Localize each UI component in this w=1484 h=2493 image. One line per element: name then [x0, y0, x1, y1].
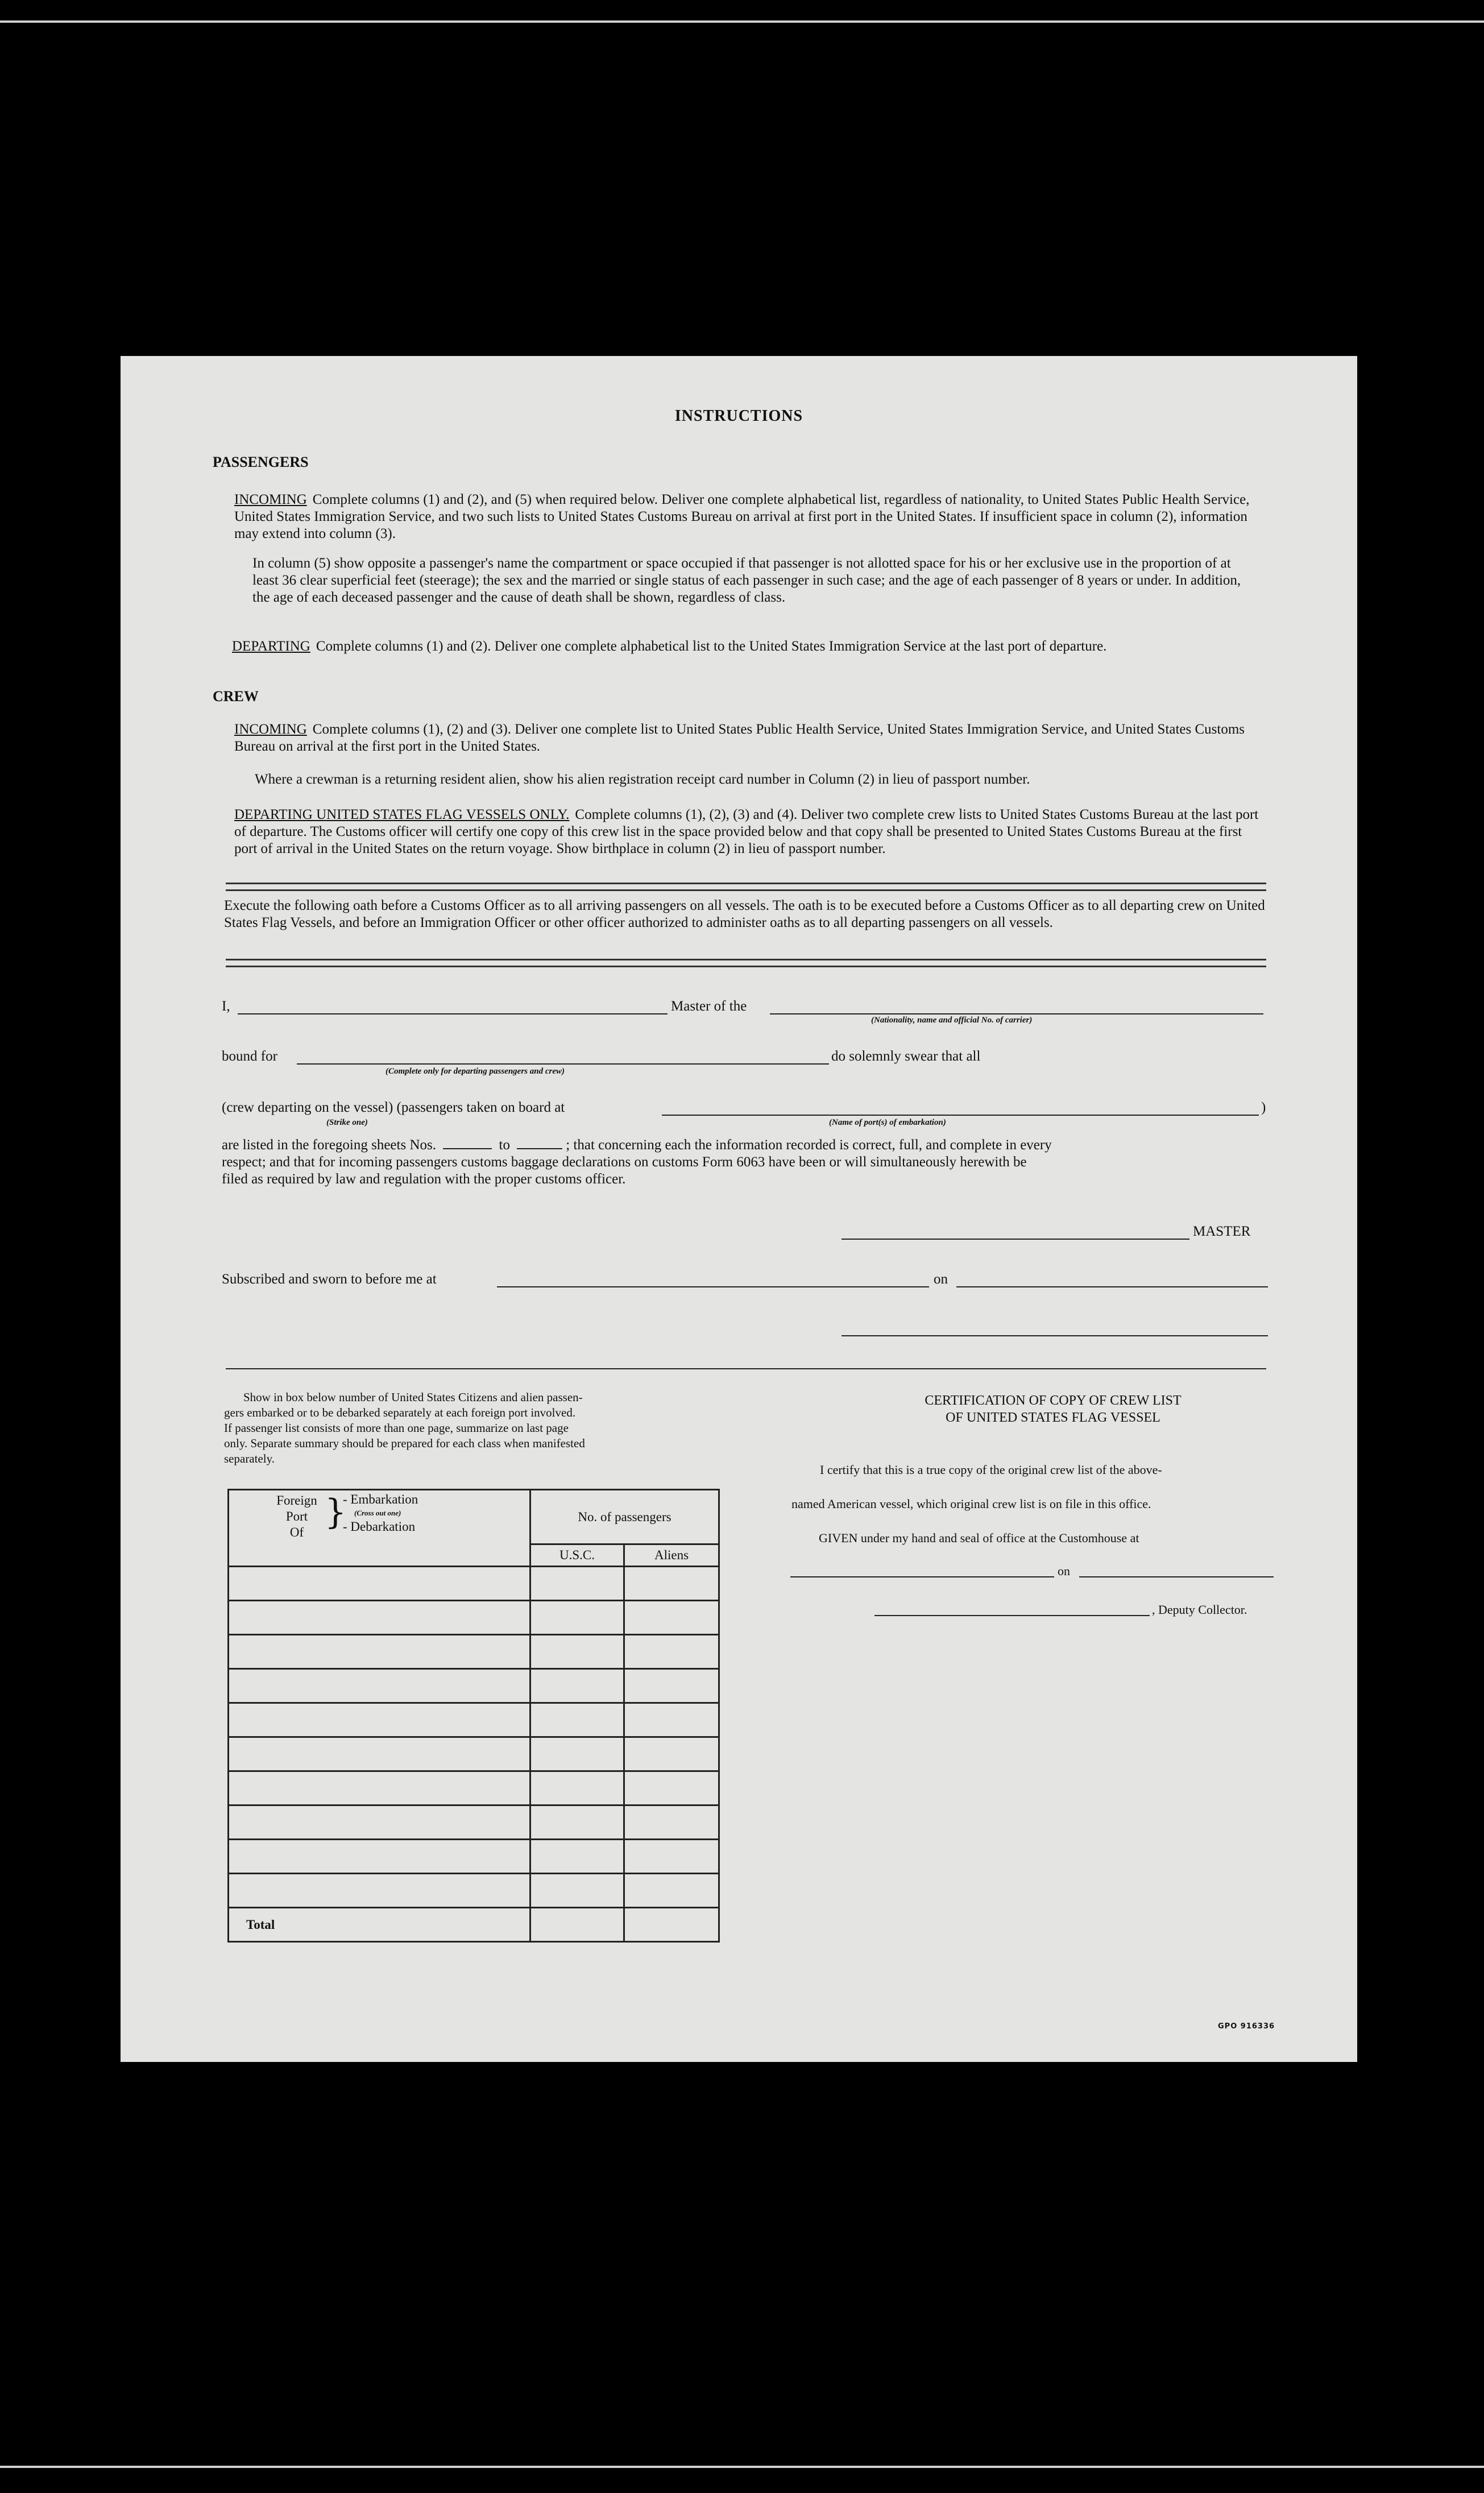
- strike-caption: (Strike one): [326, 1118, 368, 1127]
- port-header-cell: [229, 1490, 530, 1567]
- port-cell[interactable]: [229, 1737, 530, 1771]
- port-cell[interactable]: [229, 1669, 530, 1703]
- customhouse-field[interactable]: [790, 1576, 1054, 1577]
- table-row: [229, 1635, 719, 1669]
- usc-cell[interactable]: [530, 1771, 624, 1805]
- subscribed-label: Subscribed and sworn to before me at: [222, 1272, 437, 1287]
- aliens-cell[interactable]: [624, 1635, 719, 1669]
- listed-suffix: ; that concerning each the information recorded is correct, full, and complete in every: [566, 1137, 1052, 1153]
- listed-sheets-line: [222, 1137, 1052, 1153]
- passengers-column5-paragraph: In column (5) show opposite a passenger's name the compartment or space occupied if that passenger is not allotted space for his or her exclusive use in the proportion of at least 36 clear superficial feet (steerage); the sex and the married or single status of each passenger in such case; and the age of each passenger of 8 years or under. In addition, the age of each deceased passenger and the cause of death shall be shown, regardless of class.: [252, 556, 1241, 605]
- port-cell[interactable]: [229, 1635, 530, 1669]
- sworn-on-label: on: [934, 1272, 948, 1287]
- passengers-incoming-text: Complete columns (1) and (2), and (5) when required below. Deliver one complete alphabetical list, regardless of nationality, to United States Public Health Service, United States Immigration Service, and two such lists to United States Customs Bureau on arrival at first port in the United States. If insufficient space in column (2), information may extend into column (3).: [234, 492, 1250, 541]
- bound-for-label: bound for: [222, 1049, 277, 1064]
- no-passengers-header: No. of passengers: [530, 1490, 719, 1544]
- summary-header-row: [229, 1490, 719, 1544]
- aliens-header: Aliens: [624, 1544, 719, 1567]
- aliens-cell[interactable]: [624, 1874, 719, 1908]
- aliens-cell[interactable]: [624, 1601, 719, 1635]
- oath-i-label: I,: [222, 999, 230, 1014]
- listed-line-2: respect; and that for incoming passengers customs baggage declarations on customs Form 6063 have been or will simultaneously herewith be: [222, 1154, 1027, 1170]
- aliens-cell[interactable]: [624, 1737, 719, 1771]
- port-cell[interactable]: [229, 1601, 530, 1635]
- deputy-collector-label: , Deputy Collector.: [1152, 1602, 1247, 1617]
- table-row: [229, 1874, 719, 1908]
- bound-for-field[interactable]: [297, 1063, 829, 1065]
- page-title: INSTRUCTIONS: [674, 407, 803, 425]
- master-label: MASTER: [1193, 1224, 1251, 1239]
- gpo-code: GPO 916336: [1218, 2022, 1275, 2031]
- cert-on-label: on: [1058, 1564, 1070, 1578]
- crew-departing-lead: DEPARTING UNITED STATES FLAG VESSELS ONLY.: [234, 807, 570, 822]
- to-label: to: [499, 1137, 510, 1153]
- port-cell[interactable]: [229, 1805, 530, 1840]
- aliens-cell[interactable]: [624, 1567, 719, 1601]
- sheet-from-field[interactable]: [443, 1138, 492, 1149]
- divider-double-2: [226, 959, 1266, 967]
- debarkation-label: - Debarkation: [343, 1519, 416, 1534]
- port-cell[interactable]: [229, 1840, 530, 1874]
- close-paren: ): [1261, 1100, 1266, 1115]
- summary-text-4: only. Separate summary should be prepared for each class when manifested: [224, 1436, 585, 1450]
- port-label: Port: [285, 1509, 308, 1523]
- usc-cell[interactable]: [530, 1703, 624, 1737]
- total-row: [229, 1908, 719, 1942]
- listed-prefix: are listed in the foregoing sheets Nos.: [222, 1137, 436, 1153]
- crew-departing-paragraph: [234, 806, 1263, 858]
- usc-cell[interactable]: [530, 1669, 624, 1703]
- embarkation-ports-field[interactable]: [662, 1115, 1259, 1116]
- aliens-cell[interactable]: [624, 1669, 719, 1703]
- master-name-field[interactable]: [238, 1013, 668, 1014]
- sworn-location-field[interactable]: [497, 1286, 929, 1287]
- film-edge-bottom: [0, 2466, 1484, 2468]
- summary-instructions: [224, 1390, 793, 1467]
- table-row: [229, 1840, 719, 1874]
- brace-icon: }: [325, 1492, 347, 1532]
- crew-departing-label: (crew departing on the vessel) (passengers taken on board at: [222, 1100, 565, 1115]
- bound-for-caption: (Complete only for departing passengers and crew): [385, 1067, 565, 1076]
- aliens-cell[interactable]: [624, 1805, 719, 1840]
- certify-line-1: I certify that this is a true copy of the original crew list of the above-: [820, 1463, 1162, 1477]
- crew-incoming-paragraph: [234, 721, 1263, 755]
- port-cell[interactable]: [229, 1874, 530, 1908]
- crew-departing-text: Complete columns (1), (2), (3) and (4). Deliver two complete crew lists to United States Customs Bureau at the last port of departure. The Customs officer will certify one copy of this crew list in the space provided below and that copy shall be presented to United States Customs Bureau at the first port of arrival in the United States on the return voyage. Show birthplace in column (2) in lieu of passport number.: [234, 807, 1259, 856]
- form-page: [121, 356, 1357, 2062]
- certification-title: [803, 1392, 1303, 1426]
- certification-title-1: CERTIFICATION OF COPY OF CREW LIST: [925, 1393, 1182, 1408]
- port-cell[interactable]: [229, 1771, 530, 1805]
- summary-text-2: gers embarked or to be debarked separately at each foreign port involved.: [224, 1406, 576, 1419]
- deputy-signature-field[interactable]: [874, 1615, 1150, 1616]
- total-aliens-cell[interactable]: [624, 1908, 719, 1942]
- passenger-summary-table: [227, 1489, 720, 1943]
- usc-cell[interactable]: [530, 1635, 624, 1669]
- divider-double-1: [226, 883, 1266, 891]
- certification-title-2: OF UNITED STATES FLAG VESSEL: [946, 1410, 1160, 1425]
- summary-text-5: separately.: [224, 1452, 275, 1465]
- swear-label: do solemnly swear that all: [831, 1049, 981, 1064]
- usc-header: U.S.C.: [530, 1544, 624, 1567]
- port-cell[interactable]: [229, 1703, 530, 1737]
- cert-date-field[interactable]: [1079, 1576, 1274, 1577]
- passengers-incoming-paragraph: [234, 491, 1258, 543]
- crew-heading: CREW: [213, 688, 259, 705]
- usc-cell[interactable]: [530, 1840, 624, 1874]
- foreign-label: Foreign: [276, 1493, 317, 1508]
- summary-text-3: If passenger list consists of more than one page, summarize on last page: [224, 1421, 569, 1435]
- of-label: Of: [289, 1525, 304, 1539]
- table-row: [229, 1669, 719, 1703]
- carrier-caption: (Nationality, name and official No. of carrier): [871, 1016, 1033, 1025]
- master-of-the-label: Master of the: [671, 999, 747, 1014]
- usc-cell[interactable]: [530, 1567, 624, 1601]
- given-line: GIVEN under my hand and seal of office at the Customhouse at: [819, 1531, 1139, 1545]
- cross-out-caption: (Cross out one): [354, 1509, 401, 1517]
- carrier-field[interactable]: [770, 1013, 1263, 1014]
- table-row: [229, 1703, 719, 1737]
- embarkation-label: - Embarkation: [343, 1492, 418, 1506]
- listed-line-3: filed as required by law and regulation with the proper customs officer.: [222, 1171, 626, 1187]
- usc-cell[interactable]: [530, 1601, 624, 1635]
- table-row: [229, 1601, 719, 1635]
- sworn-date-field[interactable]: [956, 1286, 1268, 1287]
- table-row: [229, 1805, 719, 1840]
- aliens-cell[interactable]: [624, 1771, 719, 1805]
- usc-cell[interactable]: [530, 1737, 624, 1771]
- film-edge-top: [0, 20, 1484, 23]
- ports-caption: (Name of port(s) of embarkation): [829, 1118, 946, 1127]
- total-label: Total: [229, 1908, 530, 1942]
- usc-cell[interactable]: [530, 1805, 624, 1840]
- passengers-departing-text: Complete columns (1) and (2). Deliver one complete alphabetical list to the United States Immigration Service at the last port of departure.: [316, 639, 1107, 654]
- port-cell[interactable]: [229, 1567, 530, 1601]
- usc-cell[interactable]: [530, 1874, 624, 1908]
- table-row: [229, 1567, 719, 1601]
- crew-incoming-lead: INCOMING: [234, 722, 307, 737]
- passengers-heading: PASSENGERS: [213, 454, 309, 470]
- crew-incoming-text: Complete columns (1), (2) and (3). Deliver one complete list to United States Public Health Service, United States Immigration Service, and United States Customs Bureau on arrival at the first port in the United States.: [234, 722, 1245, 754]
- passengers-incoming-lead: INCOMING: [234, 492, 307, 507]
- aliens-cell[interactable]: [624, 1703, 719, 1737]
- oath-instructions: Execute the following oath before a Customs Officer as to all arriving passengers on all vessels. The oath is to be executed before a Customs Officer as to all departing crew on United States Flag Vessels, and before an Immigration Officer or other officer authorized to administer oaths as to all departing passengers on all vessels.: [224, 898, 1265, 930]
- certify-line-2: named American vessel, which original crew list is on file in this office.: [791, 1497, 1151, 1511]
- table-row: [229, 1771, 719, 1805]
- total-usc-cell[interactable]: [530, 1908, 624, 1942]
- master-signature-field[interactable]: [842, 1239, 1189, 1240]
- aliens-cell[interactable]: [624, 1840, 719, 1874]
- summary-text-1: Show in box below number of United States Citizens and alien passen-: [243, 1390, 583, 1404]
- officer-signature-field[interactable]: [842, 1335, 1268, 1336]
- divider-single: [226, 1368, 1266, 1369]
- table-row: [229, 1737, 719, 1771]
- sheet-to-field[interactable]: [517, 1138, 562, 1149]
- crew-alien-paragraph: Where a crewman is a returning resident alien, show his alien registration receipt card number in Column (2) in lieu of passport number.: [255, 772, 1030, 787]
- passengers-departing-paragraph: [232, 638, 1261, 655]
- passengers-departing-lead: DEPARTING: [232, 639, 310, 654]
